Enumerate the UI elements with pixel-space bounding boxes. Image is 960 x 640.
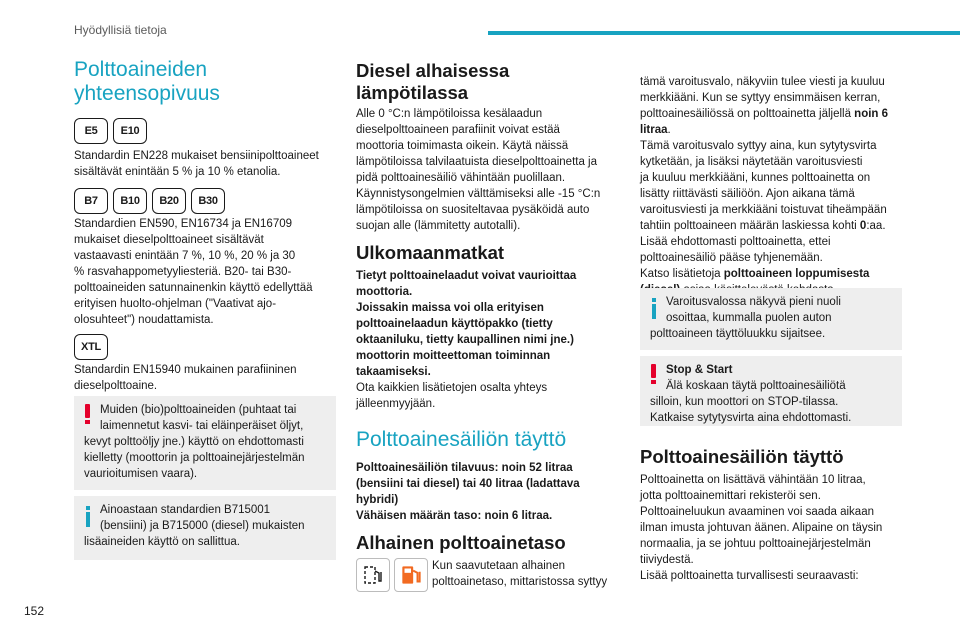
header-accent-bar bbox=[488, 31, 960, 35]
diesel-low-temp-text: Alle 0 °C:n lämpötiloissa kesälaadun dieselpolttoaineen parafiinit voivat estää moottoria toimimasta oikein. Käytä näissä lämpötiloissa talvilaatuista dieselpolttoainetta ja pidä polttoainesäiliö vähintään puolillaan. Käynnistysongelmien välttämiseksi alle -15 °C:n lämpötiloissa on suositeltavaa pysäköidä auto suojan alle (lämmitetty autotalli). bbox=[356, 108, 601, 232]
low-fuel-desc-part2: . Tämä varoitusvalo syttyy aina, kun sytytysvirta kytketään, ja lisäksi näytetään varoitusviesti ja kuuluu merkkiääni, kunnes polttoainetta on lisätty riittävästi säiliöön. Ajon aikana tämä varoitusviesti ja merkkiääni toistuvat tiheämpään tahtiin polttoaineen määrän laskiessa kohti bbox=[640, 124, 887, 232]
low-fuel-text: Kun saavutetaan alhainen polttoainetaso, mittaristossa syttyy bbox=[432, 560, 608, 588]
warning-biofuels-rest: kevyt polttoöljy jne.) käyttö on ehdottomasti kielletty (moottorin ja polttoainejärjestelmän vaurioitumisen vaara). bbox=[84, 436, 305, 480]
diesel-standard-text: Standardien EN590, EN16734 ja EN16709 mukaiset dieselpolttoaineet sisältävät vastaavasti enintään 7 %, 10 %, 20 % ja 30 % rasvahappometyyliesteriä. B20- tai B30- polttoaineiden satunnainenkin käyttö edellyttää erityisen huolto-ohjelman ("Vaativat ajo- olosuhteet") noudattamista. bbox=[74, 218, 313, 326]
warning-biofuels-first: Muiden (bio)polttoaineiden (puhtaat tai laimennetut kasvi- tai eläinperäiset öljyt, bbox=[100, 404, 304, 432]
low-fuel-desc-part3: :aa. Lisää ehdottomasti polttoainetta, ettei polttoainesäiliö pääse tyhjenemään. Katso lisätietoja bbox=[640, 220, 886, 280]
info-additives-first: Ainoastaan standardien B715001 (bensiini) ja B715000 (diesel) mukaisten bbox=[100, 504, 305, 532]
low-fuel-desc-running-out: polttoaineen loppumisesta bbox=[723, 268, 870, 280]
info-arrow-rest: polttoaineen täyttöluukku sijaitsee. bbox=[650, 328, 826, 340]
section-header-title: Hyödyllisiä tietoja bbox=[74, 23, 167, 37]
xtl-badges bbox=[74, 334, 108, 360]
badge-b10: B10 bbox=[113, 188, 147, 214]
travel-abroad-text: Ota kaikkien lisätietojen osalta yhteys jälleenmyyjään. bbox=[356, 382, 548, 410]
badge-b7: B7 bbox=[74, 188, 108, 214]
warning-note-biofuels bbox=[74, 396, 336, 490]
heading-diesel-low-temp: Diesel alhaisessa lämpötilassa bbox=[356, 60, 510, 103]
diesel-badges bbox=[74, 188, 225, 214]
low-fuel-desc-part1: tämä varoitusvalo, näkyviin tulee viesti ja kuuluu merkkiääni. Kun se syttyy ensimmäisen kerran, polttoainesäiliössä on polttoainetta jäljellä bbox=[640, 76, 885, 120]
badge-e10: E10 bbox=[113, 118, 147, 144]
info-note-arrow bbox=[640, 288, 902, 350]
info-icon bbox=[652, 298, 656, 319]
warning-exclamation-icon bbox=[651, 364, 657, 384]
stop-start-title: Stop & Start bbox=[666, 364, 733, 376]
tank-capacity-text: Polttoainesäiliön tilavuus: noin 52 litraa (bensiini tai diesel) tai 40 litraa (ladattava hybridi) Vähäisen määrän taso: noin 6 litraa. bbox=[356, 462, 580, 522]
info-arrow-first: Varoitusvalossa näkyvä pieni nuoli osoittaa, kummalla puolen auton bbox=[666, 296, 841, 324]
page-number: 152 bbox=[24, 604, 45, 618]
badge-xtl: XTL bbox=[74, 334, 108, 360]
badge-b20: B20 bbox=[152, 188, 186, 214]
low-fuel-desc-zero: 0 bbox=[859, 220, 867, 232]
petrol-standard-text: Standardin EN228 mukaiset bensiinipolttoaineet sisältävät enintään 5 % ja 10 % etanolia. bbox=[74, 150, 319, 178]
warning-note-stop-start bbox=[640, 356, 902, 426]
badge-b30: B30 bbox=[191, 188, 225, 214]
info-note-additives bbox=[74, 496, 336, 560]
refuelling-text: Polttoainetta on lisättävä vähintään 10 litraa, jotta polttoainemittari rekisteröi sen. Polttoaineluukun avaaminen voi saada aikaan ilman imusta johtuvan äänen. Alipaine on täysin normaalia, ja se johtuu polttoainejärjestelmän tiiviydestä. Lisää polttoainetta turvallisesti seuraavasti: bbox=[640, 474, 883, 582]
warning-exclamation-icon bbox=[85, 404, 91, 424]
low-fuel-description bbox=[640, 58, 910, 298]
low-fuel-icons bbox=[356, 558, 428, 592]
heading-low-fuel: Alhainen polttoainetaso bbox=[356, 532, 566, 553]
fuel-warning-icon bbox=[394, 558, 428, 592]
stop-start-first: Älä koskaan täytä polttoainesäiliötä bbox=[666, 380, 846, 392]
info-icon bbox=[86, 506, 90, 527]
fuel-pump-icon bbox=[356, 558, 390, 592]
low-fuel-desc-6-litres: noin 6 litraa bbox=[640, 108, 889, 136]
heading-travel-abroad: Ulkomaanmatkat bbox=[356, 242, 505, 263]
badge-e5: E5 bbox=[74, 118, 108, 144]
stop-start-rest: silloin, kun moottori on STOP-tilassa. Katkaise sytytysvirta aina ehdottomasti. bbox=[650, 396, 852, 424]
heading-refuelling-col3: Polttoainesäiliön täyttö bbox=[640, 446, 844, 467]
xtl-standard-text: Standardin EN15940 mukainen parafiininen dieselpolttoaine. bbox=[74, 364, 297, 392]
petrol-badges bbox=[74, 118, 147, 144]
heading-fuel-compatibility: Polttoaineiden yhteensopivuus bbox=[74, 58, 220, 105]
travel-abroad-bold-text: Tietyt polttoainelaadut voivat vaurioittaa moottoria. Joissakin maissa voi olla erityisen polttoainelaadun käyttöpakko (tietty oktaaniluku, tietty kaupallinen nimi jne.) moottorin moitteettoman toiminnan takaamiseksi. bbox=[356, 270, 577, 378]
heading-refuelling: Polttoainesäiliön täyttö bbox=[356, 428, 567, 451]
info-additives-rest: lisäaineiden käyttö on sallittua. bbox=[84, 536, 240, 548]
